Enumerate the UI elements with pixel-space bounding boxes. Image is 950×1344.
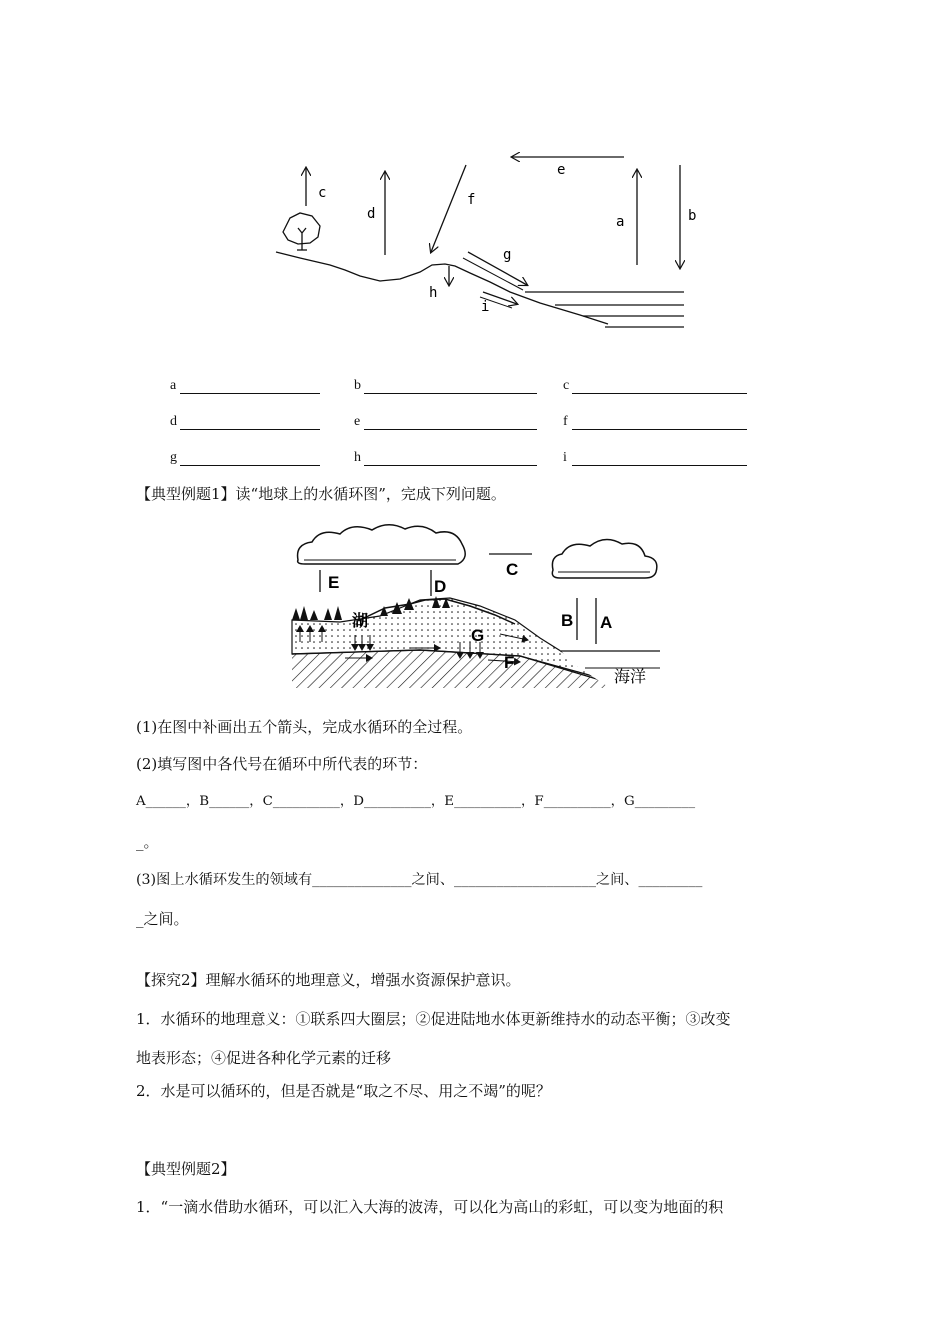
question-1: (1)在图中补画出五个箭头，完成水循环的全过程。 — [136, 718, 473, 736]
label-c: c — [318, 185, 327, 201]
cloud-left-icon — [298, 525, 466, 564]
blank-row-3 — [0, 450, 950, 470]
blank-label-g: g — [170, 450, 177, 465]
cloud-right-icon — [552, 539, 657, 578]
blank-line-f[interactable] — [572, 429, 747, 430]
blank-line-i[interactable] — [572, 465, 747, 466]
example1-heading: 【典型例题1】读“地球上的水循环图”，完成下列问题。 — [136, 485, 506, 503]
blank-label-f: f — [563, 414, 568, 429]
label-F: F — [504, 653, 515, 672]
blank-label-h: h — [354, 450, 361, 465]
arrow-g — [468, 252, 527, 285]
blank-label-e: e — [354, 414, 361, 429]
label-b: b — [688, 208, 697, 224]
label-e: e — [557, 162, 566, 178]
example2-paragraph-1: 1．“一滴水借助水循环，可以汇入大海的波涛，可以化为高山的彩虹，可以变为地面的积 — [136, 1198, 724, 1216]
blank-line-g[interactable] — [180, 465, 320, 466]
explore2-paragraph-1-line-1: 1．水循环的地理意义：①联系四大圈层；②促进陆地水体更新维持水的动态平衡；③改变 — [136, 1010, 731, 1028]
blank-label-i: i — [563, 450, 567, 465]
blank-line-b[interactable] — [364, 393, 537, 394]
arrow-f — [431, 165, 466, 252]
question-2-end: _。 — [136, 833, 159, 851]
label-a: a — [616, 214, 625, 230]
water-cycle-diagram-2 — [0, 520, 950, 700]
blank-line-c[interactable] — [572, 393, 747, 394]
label-i: i — [481, 299, 490, 315]
label-ocean: 海洋 — [614, 667, 647, 686]
label-D: D — [434, 577, 447, 596]
question-2-blanks: A______，B______，C__________，D__________，E__________，F__________，G_________ — [136, 794, 696, 809]
blank-label-b: b — [354, 378, 361, 393]
question-3-end: _之间。 — [136, 910, 189, 928]
label-lake: 湖 — [352, 611, 369, 630]
land-profile — [276, 252, 608, 324]
label-g: g — [503, 247, 512, 263]
blank-label-c: c — [563, 378, 570, 393]
blank-line-e[interactable] — [364, 429, 537, 430]
label-B: B — [561, 611, 574, 630]
explore2-paragraph-2: 2．水是可以循环的，但是否就是“取之不尽、用之不竭”的呢？ — [136, 1082, 551, 1100]
question-3: (3)图上水循环发生的领域有______________之间、____________________之间、_________ — [136, 872, 703, 888]
blank-label-a: a — [170, 378, 177, 393]
label-A: A — [600, 613, 613, 632]
label-G: G — [471, 626, 485, 645]
blank-line-a[interactable] — [180, 393, 320, 394]
blank-row-1 — [0, 378, 950, 398]
blank-line-h[interactable] — [364, 465, 537, 466]
blank-line-d[interactable] — [180, 429, 320, 430]
tree-icon — [283, 213, 320, 250]
label-h: h — [429, 285, 438, 301]
blank-row-2 — [0, 414, 950, 434]
question-2: (2)填写图中各代号在循环中所代表的环节： — [136, 755, 428, 773]
explore2-paragraph-1-line-2: 地表形态；④促进各种化学元素的迁移 — [136, 1049, 392, 1067]
label-C: C — [506, 560, 519, 579]
explore2-heading: 【探究2】理解水循环的地理意义，增强水资源保护意识。 — [136, 971, 521, 989]
blank-label-d: d — [170, 414, 177, 429]
label-f: f — [467, 192, 476, 208]
example2-heading: 【典型例题2】 — [136, 1160, 236, 1178]
label-d: d — [367, 206, 376, 222]
label-E: E — [328, 573, 340, 592]
water-cycle-diagram-1 — [0, 0, 950, 360]
